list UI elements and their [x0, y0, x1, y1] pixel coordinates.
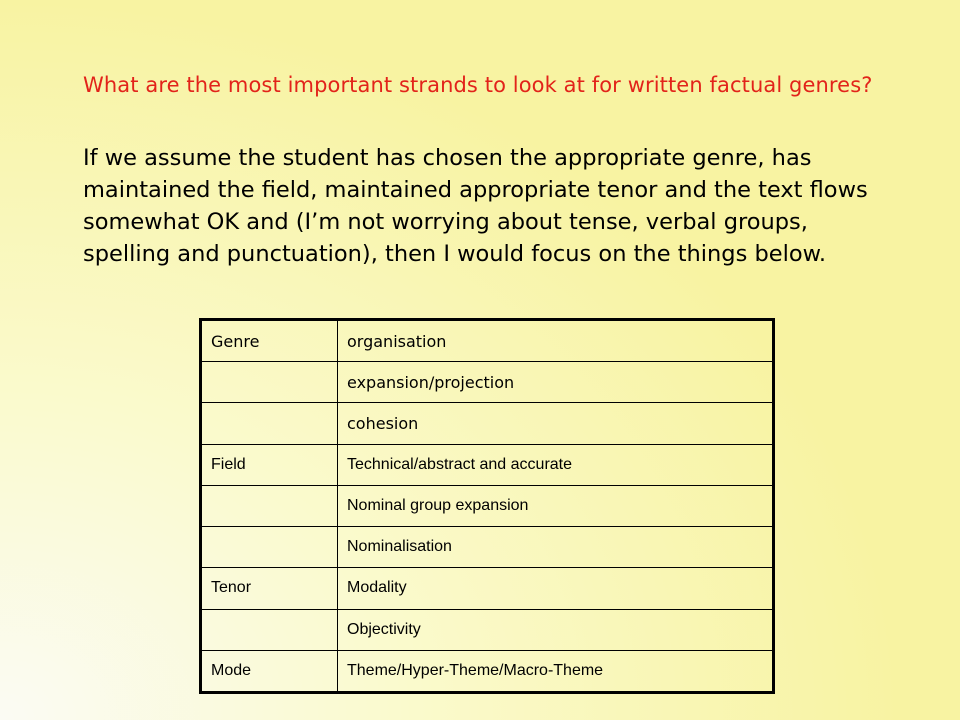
table-row [201, 320, 774, 362]
table-row [201, 403, 774, 444]
table-cell-strand: Nominalisation [338, 527, 774, 568]
table-cell-category [201, 362, 338, 403]
slide-body-text: If we assume the student has chosen the appropriate genre, has maintained the field, maintained appropriate tenor and the text flows somewhat OK and (I’m not worrying about tense, verbal groups, spelling and punctuation), then I would focus on the things below. [83, 145, 868, 267]
strands-table [199, 318, 775, 694]
table-cell-strand: Technical/abstract and accurate [338, 444, 774, 485]
table-cell-strand: cohesion [338, 403, 774, 444]
table-cell-category [201, 485, 338, 526]
table-row [201, 485, 774, 526]
table-row [201, 609, 774, 650]
slide-heading: What are the most important strands to look at for written factual genres? [83, 73, 873, 97]
table-cell-category: Tenor [201, 568, 338, 609]
table-cell-strand: Theme/Hyper-Theme/Macro-Theme [338, 650, 774, 692]
table-row [201, 527, 774, 568]
table-cell-category: Field [201, 444, 338, 485]
table-cell-category: Mode [201, 650, 338, 692]
table-cell-strand: Objectivity [338, 609, 774, 650]
table-cell-category: Genre [201, 320, 338, 362]
table-row [201, 650, 774, 692]
table-row [201, 568, 774, 609]
table-cell-strand: organisation [338, 320, 774, 362]
table-cell-strand: Modality [338, 568, 774, 609]
table-cell-strand: Nominal group expansion [338, 485, 774, 526]
table-row [201, 444, 774, 485]
table-cell-category [201, 527, 338, 568]
table-row [201, 362, 774, 403]
table-cell-category [201, 403, 338, 444]
table-cell-category [201, 609, 338, 650]
table-cell-strand: expansion/projection [338, 362, 774, 403]
